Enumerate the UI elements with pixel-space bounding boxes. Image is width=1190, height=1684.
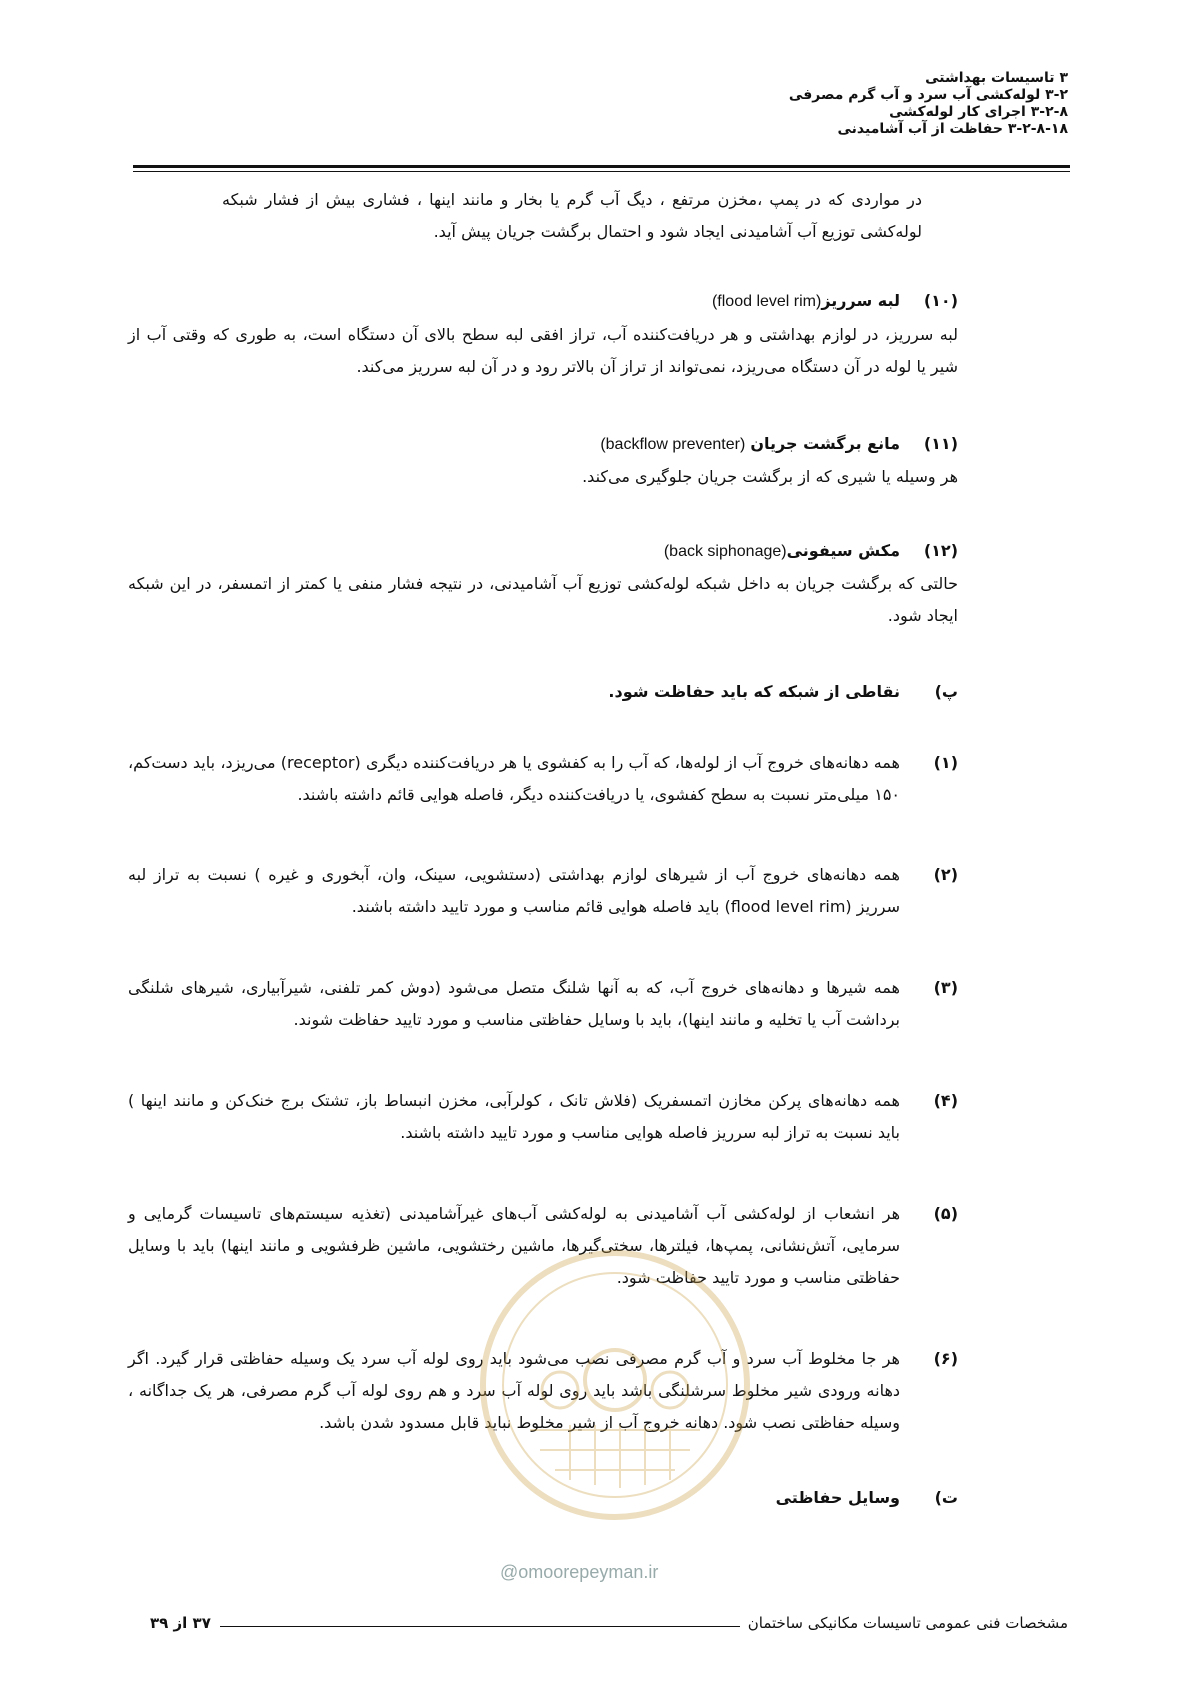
- section-title: نقاطی از شبکه که باید حفاظت شود.: [608, 682, 900, 701]
- definition-body: لبه سرریز، در لوازم بهداشتی و هر دریافت‌کننده آب، تراز افقی لبه سطح بالای آن دستگاه است، به طوری که وقتی آب از شیر یا لوله در آن دستگاه می‌ریزد، نمی‌تواند از تراز آن بالاتر رود و در آن لبه سرریز می‌کند.: [128, 325, 958, 376]
- point-text: همه دهانه‌های خروج آب از لوله‌ها، که آب را به کفشوی یا هر دریافت‌کننده دیگری (receptor) می‌ریزد، باید دست‌کم، ۱۵۰ میلی‌متر نسبت به سطح کفشوی، یا دریافت‌کننده دیگر، فاصله هوایی قائم داشته باشند.: [128, 753, 900, 804]
- definition-title-fa: مکش سیفونی: [786, 541, 900, 560]
- page-header: [368, 70, 1068, 138]
- definition-number: (۱۰): [923, 291, 958, 310]
- header-line-2: ۳-۲ لوله‌کشی آب سرد و آب گرم مصرفی: [788, 87, 1068, 103]
- point-text: همه شیرها و دهانه‌های خروج آب، که به آنها شلنگ متصل می‌شود (دوش کمر تلفنی، شیرآبیاری، شیرهای شلنگی برداشت آب یا تخلیه و مانند اینها)، باید با وسایل حفاظتی مناسب و مورد تایید حفاظت شوند.: [128, 978, 900, 1029]
- footer-title: مشخصات فنی عمومی تاسیسات مکانیکی ساختمان: [747, 1614, 1068, 1632]
- header-divider: [133, 165, 1070, 168]
- definition-title-fa: مانع برگشت جریان: [750, 434, 900, 453]
- definition-body: هر وسیله یا شیری که از برگشت جریان جلوگیری می‌کند.: [582, 467, 958, 486]
- header-line-1: ۳ تاسیسات بهداشتی: [925, 70, 1068, 86]
- header-line-4: ۳-۲-۸-۱۸ حفاظت از آب آشامیدنی: [837, 121, 1068, 137]
- point-text: همه دهانه‌های خروج آب از شیرهای لوازم بهداشتی (دستشویی، سینک، وان، آبخوری و غیره ) نسبت به تراز لبه سرریز (flood level rim) باید فاصله هوایی قائم مناسب و مورد تایید داشته باشند.: [128, 865, 900, 916]
- page-number: ۳۷ از ۳۹: [150, 1614, 211, 1632]
- point-number: (۵): [933, 1204, 958, 1223]
- definition-number: (۱۱): [923, 434, 958, 453]
- definition-title-en: (flood level rim): [711, 293, 822, 310]
- point-text: هر انشعاب از لوله‌کشی آب آشامیدنی به لوله‌کشی آب‌های غیرآشامیدنی (تغذیه سیستم‌های تاسیسات گرمایی و سرمایی، آتش‌نشانی، پمپ‌ها، فیلترها، سختی‌گیرها، ماشین رختشویی، ماشین ظرفشویی و مانند اینها) باید با وسایل حفاظتی مناسب و مورد تایید حفاظت شود.: [128, 1204, 900, 1287]
- section-letter: ت): [934, 1488, 958, 1507]
- header-divider-thin: [133, 171, 1070, 172]
- header-line-3: ۳-۲-۸ اجرای کار لوله‌کشی: [889, 104, 1068, 120]
- section-letter: پ): [934, 682, 958, 701]
- definition-title: [600, 428, 900, 461]
- definition-title-en: (back siphonage): [663, 543, 787, 560]
- point-text: همه دهانه‌های پرکن مخازن اتمسفریک (فلاش تانک ، کولرآبی، مخزن انبساط باز، تشتک برج خنک‌کن و مانند اینها ) باید نسبت به تراز لبه سرریز فاصله هوایی مناسب و مورد تایید داشته باشند.: [128, 1091, 900, 1142]
- definition-title-fa: لبه سرریز: [821, 291, 900, 310]
- definition-body: حالتی که برگشت جریان به داخل شبکه لوله‌کشی توزیع آب آشامیدنی، در نتیجه فشار منفی یا کمتر از اتمسفر، در این شبکه ایجاد شود.: [128, 574, 958, 625]
- point-number: (۴): [933, 1091, 958, 1110]
- point-number: (۲): [933, 865, 958, 884]
- section-title: وسایل حفاظتی: [775, 1488, 900, 1507]
- point-number: (۳): [933, 978, 958, 997]
- point-number: (۶): [933, 1349, 958, 1368]
- point-text: هر جا مخلوط آب سرد و آب گرم مصرفی نصب می‌شود باید روی لوله آب سرد یک وسیله حفاظتی قرار گیرد. اگر دهانه ورودی شیر مخلوط سرشلنگی باشد باید روی لوله آب سرد و هم روی لوله آب گرم مصرفی، هر یک جداگانه ، وسیله حفاظتی نصب شود. دهانه خروج آب از شیر مخلوط نباید قابل مسدود شدن باشد.: [128, 1349, 900, 1432]
- definition-title: [712, 285, 900, 318]
- definition-number: (۱۲): [923, 541, 958, 560]
- definition-title: [664, 535, 900, 568]
- footer-rule: [220, 1626, 740, 1627]
- watermark-text: @omoorepeyman.ir: [500, 1562, 659, 1582]
- definition-title-en: (backflow preventer): [600, 436, 746, 453]
- intro-paragraph: در مواردی که در پمپ ،مخزن مرتفع ، دیگ آب گرم یا بخار و مانند اینها ، فشاری بیش از فشار شبکه لوله‌کشی توزیع آب آشامیدنی ایجاد شود و احتمال برگشت جریان پیش آید.: [222, 190, 922, 241]
- point-number: (۱): [933, 753, 958, 772]
